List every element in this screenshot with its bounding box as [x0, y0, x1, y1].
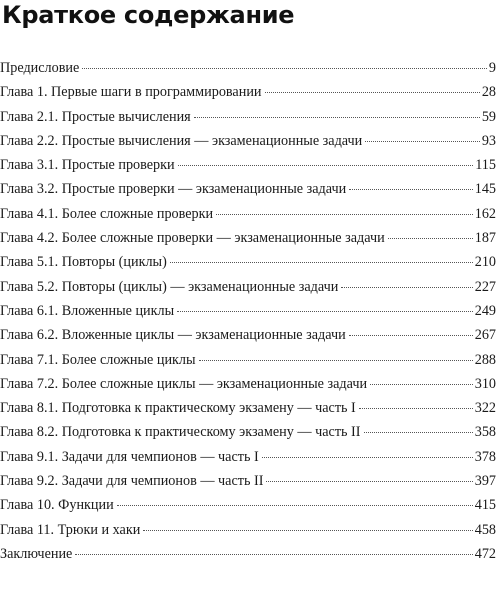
toc-entry[interactable] [0, 493, 496, 517]
toc-entry-title: Глава 4.1. Более сложные проверки [0, 205, 214, 222]
toc-entry[interactable] [0, 396, 496, 420]
toc-entry[interactable] [0, 56, 496, 80]
toc-entry[interactable] [0, 226, 496, 250]
toc-entry-title: Глава 8.2. Подготовка к практическому экзамену — часть II [0, 424, 361, 441]
toc-page-number: 93 [481, 132, 496, 149]
toc-entry[interactable] [0, 542, 496, 566]
dot-leader [266, 481, 472, 482]
toc-entry[interactable] [0, 129, 496, 153]
table-of-contents [0, 56, 496, 566]
dot-leader [388, 238, 473, 239]
dot-leader [365, 141, 480, 142]
toc-page-number: 227 [474, 278, 496, 295]
dot-leader [117, 505, 473, 506]
toc-entry-title: Глава 10. Функции [0, 497, 114, 514]
dot-leader [82, 68, 487, 69]
toc-entry-title: Глава 4.2. Более сложные проверки — экзаменационные задачи [0, 230, 385, 247]
toc-page-number: 415 [474, 497, 496, 514]
toc-entry-title: Заключение [0, 545, 73, 562]
toc-page-number: 115 [475, 157, 496, 174]
toc-page-number: 322 [474, 400, 496, 417]
toc-entry-title: Глава 6.1. Вложенные циклы [0, 302, 175, 319]
toc-entry[interactable] [0, 469, 496, 493]
toc-page-number: 162 [474, 205, 496, 222]
toc-entry-title: Глава 7.2. Более сложные циклы — экзаменационные задачи [0, 375, 368, 392]
toc-entry-title: Глава 6.2. Вложенные циклы — экзаменационные задачи [0, 327, 346, 344]
toc-entry[interactable] [0, 80, 496, 104]
toc-entry-title: Глава 9.1. Задачи для чемпионов — часть I [0, 448, 259, 465]
page-title: Краткое содержание [2, 1, 295, 29]
dot-leader [349, 189, 473, 190]
toc-entry[interactable] [0, 202, 496, 226]
toc-entry-title: Глава 2.1. Простые вычисления [0, 108, 191, 125]
toc-page-number: 9 [488, 60, 496, 76]
dot-leader [359, 408, 473, 409]
toc-entry-title: Глава 11. Трюки и хаки [0, 521, 141, 538]
dot-leader [178, 165, 474, 166]
toc-page-number: 288 [474, 351, 496, 368]
toc-entry-title: Глава 8.1. Подготовка к практическому экзамену — часть I [0, 400, 356, 417]
toc-entry[interactable] [0, 177, 496, 201]
toc-entry[interactable] [0, 372, 496, 396]
dot-leader [194, 117, 480, 118]
toc-entry[interactable] [0, 299, 496, 323]
toc-entry[interactable] [0, 275, 496, 299]
toc-page-number: 472 [474, 545, 496, 562]
toc-entry-title: Глава 9.2. Задачи для чемпионов — часть II [0, 473, 264, 490]
dot-leader [170, 262, 473, 263]
dot-leader [216, 214, 473, 215]
dot-leader [143, 530, 472, 531]
toc-page-number: 310 [474, 375, 496, 392]
dot-leader [370, 384, 473, 385]
toc-entry[interactable] [0, 105, 496, 129]
toc-entry-title: Глава 5.2. Повторы (циклы) — экзаменационные задачи [0, 278, 339, 295]
toc-entry[interactable] [0, 518, 496, 542]
dot-leader [349, 335, 473, 336]
dot-leader [265, 92, 480, 93]
dot-leader [177, 311, 473, 312]
toc-entry-title: Предисловие [0, 60, 80, 76]
toc-page-number: 187 [474, 230, 496, 247]
toc-entry[interactable] [0, 323, 496, 347]
dot-leader [199, 360, 473, 361]
toc-page-number: 378 [474, 448, 496, 465]
toc-page-number: 458 [474, 521, 496, 538]
dot-leader [341, 287, 472, 288]
toc-page-number: 28 [481, 84, 496, 101]
toc-page-number: 210 [474, 254, 496, 271]
toc-page-number: 358 [474, 424, 496, 441]
toc-page-number: 145 [474, 181, 496, 198]
toc-page-number: 249 [474, 302, 496, 319]
toc-entry[interactable] [0, 153, 496, 177]
toc-entry-title: Глава 1. Первые шаги в программировании [0, 84, 262, 101]
toc-entry-title: Глава 2.2. Простые вычисления — экзаменационные задачи [0, 132, 363, 149]
toc-entry-title: Глава 5.1. Повторы (циклы) [0, 254, 167, 271]
toc-entry[interactable] [0, 348, 496, 372]
toc-entry[interactable] [0, 420, 496, 444]
toc-entry-title: Глава 3.2. Простые проверки — экзаменационные задачи [0, 181, 347, 198]
dot-leader [75, 554, 472, 555]
dot-leader [364, 432, 473, 433]
toc-page-number: 267 [474, 327, 496, 344]
toc-entry[interactable] [0, 445, 496, 469]
toc-entry[interactable] [0, 250, 496, 274]
toc-page-number: 59 [481, 108, 496, 125]
toc-entry-title: Глава 3.1. Простые проверки [0, 157, 175, 174]
toc-entry-title: Глава 7.1. Более сложные циклы [0, 351, 196, 368]
dot-leader [262, 457, 473, 458]
toc-page-number: 397 [474, 473, 496, 490]
